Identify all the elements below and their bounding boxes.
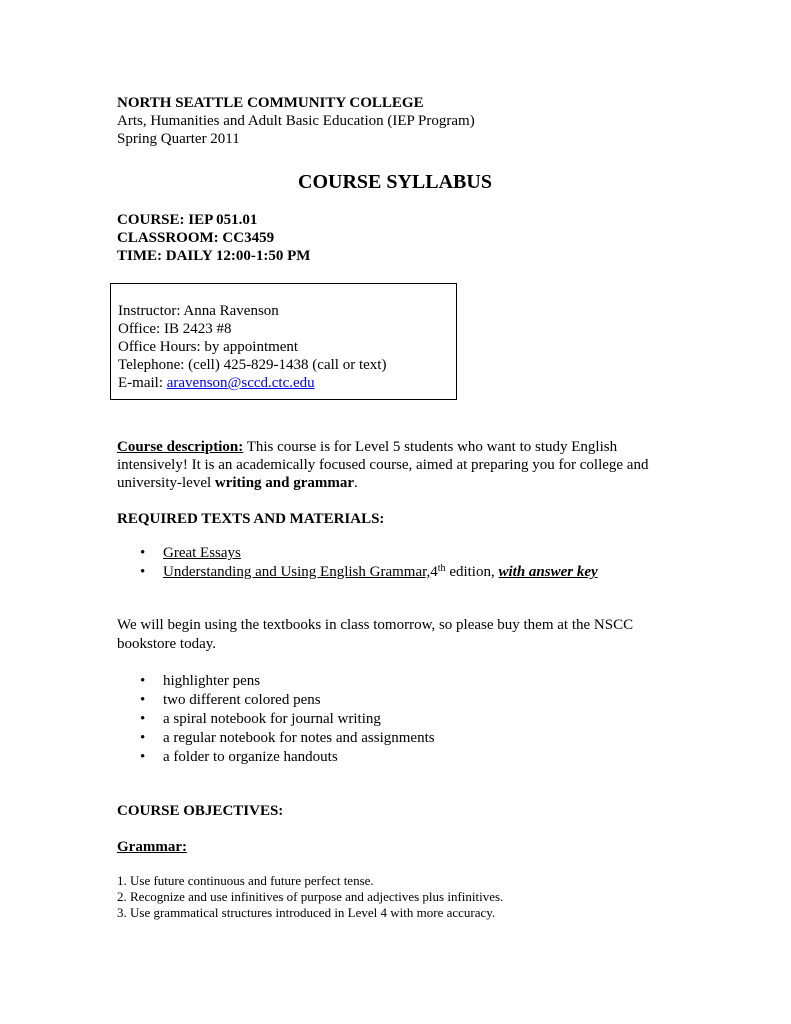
list-item: • a spiral notebook for journal writing — [117, 710, 677, 729]
department-name: Arts, Humanities and Adult Basic Education (IEP Program) — [117, 113, 475, 129]
class-time: TIME: DAILY 12:00-1:50 PM — [117, 248, 311, 264]
edition-suffix: th — [437, 563, 446, 574]
email-line — [118, 374, 456, 392]
textbook-title: Understanding and Using English Grammar, — [163, 564, 431, 580]
required-heading: REQUIRED TEXTS AND MATERIALS: — [117, 511, 385, 527]
list-item: • a regular notebook for notes and assignments — [117, 729, 677, 748]
term: Spring Quarter 2011 — [117, 131, 240, 147]
email-link[interactable]: aravenson@sccd.ctc.edu — [166, 375, 315, 391]
instructor-name: Instructor: Anna Ravenson — [118, 303, 279, 319]
instructor-box — [110, 283, 457, 400]
telephone: Telephone: (cell) 425-829-1438 (call or text) — [118, 357, 387, 373]
textbook-title: Great Essays — [163, 545, 241, 561]
course-info — [117, 211, 677, 265]
list-item — [117, 563, 677, 582]
list-item — [117, 544, 677, 563]
list-item: • two different colored pens — [117, 691, 677, 710]
edition-number: 4 — [430, 564, 438, 580]
textbook-list — [117, 544, 677, 582]
syllabus-page — [117, 94, 677, 921]
college-name: NORTH SEATTLE COMMUNITY COLLEGE — [117, 95, 424, 111]
materials-list — [117, 672, 677, 767]
list-item: 3. Use grammatical structures introduced in Level 4 with more accuracy. — [117, 905, 496, 920]
list-item: 1. Use future continuous and future perfect tense. — [117, 873, 374, 888]
office-hours: Office Hours: by appointment — [118, 339, 299, 355]
description-bold: writing and grammar — [214, 475, 355, 491]
objectives-heading: COURSE OBJECTIVES: — [117, 803, 284, 819]
page-title: COURSE SYLLABUS — [298, 171, 492, 193]
answer-key-note: with answer key — [498, 564, 598, 580]
grammar-heading: Grammar: — [117, 839, 187, 855]
list-item: 2. Recognize and use infinitives of purpose and adjectives plus infinitives. — [117, 889, 504, 904]
list-item: • highlighter pens — [117, 672, 677, 691]
course-description — [117, 438, 677, 492]
description-text: This course is for Level 5 students who want to study English intensively! It is an academically focused course, aimed at preparing you for college and university-level — [117, 439, 649, 491]
classroom: CLASSROOM: CC3459 — [117, 230, 275, 246]
list-item: • a folder to organize handouts — [117, 748, 677, 767]
course-code: COURSE: IEP 051.01 — [117, 212, 258, 228]
edition-text: edition, — [445, 564, 499, 580]
grammar-objectives — [117, 873, 677, 921]
email-label: E-mail: — [118, 375, 167, 391]
office-location: Office: IB 2423 #8 — [118, 321, 232, 337]
description-label: Course description: — [117, 439, 244, 455]
description-end: . — [354, 475, 358, 491]
textbook-paragraph: We will begin using the textbooks in class tomorrow, so please buy them at the NSCC bookstore today. — [117, 617, 634, 652]
